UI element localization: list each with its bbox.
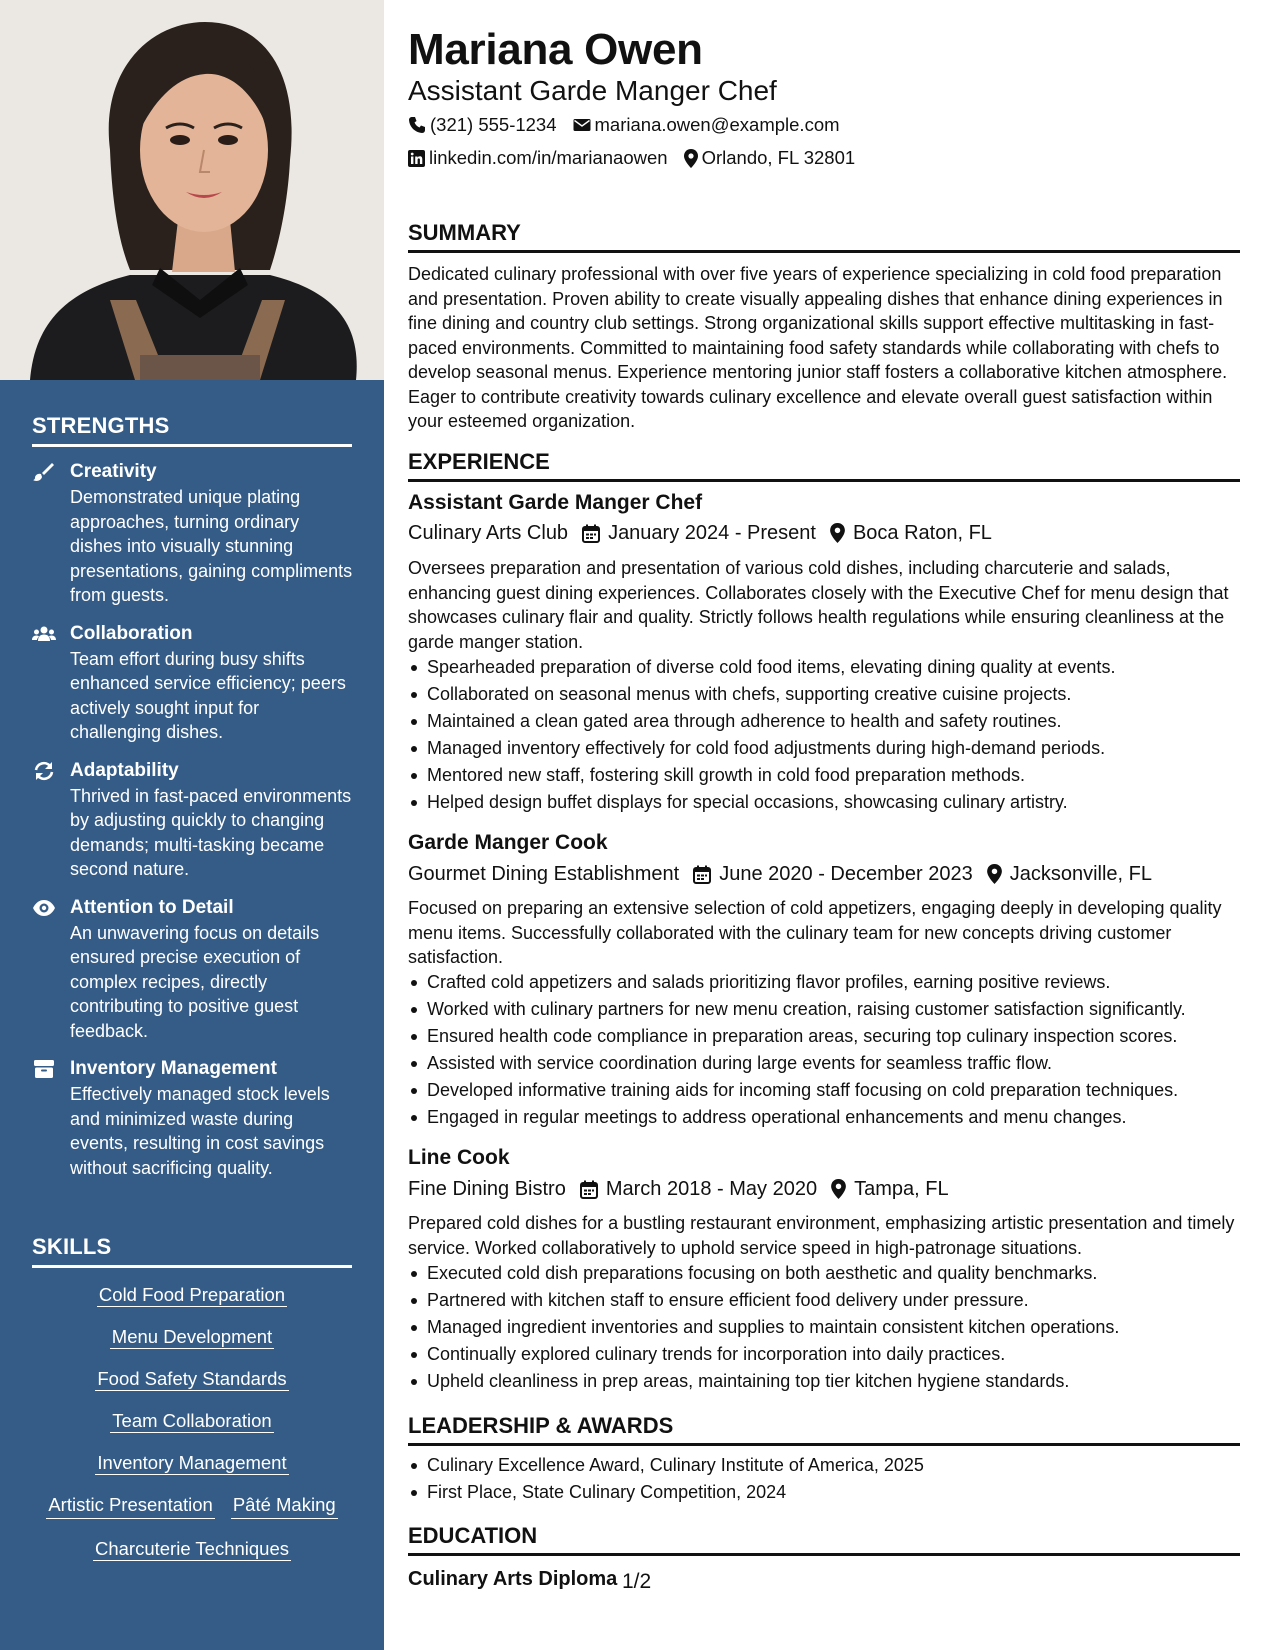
list-item: Culinary Excellence Award, Culinary Institute of America, 2025 <box>408 1452 1240 1479</box>
skill-tag: Cold Food Preparation <box>98 1284 286 1305</box>
skill-tag: Food Safety Standards <box>97 1368 287 1389</box>
phone-number: (321) 555-1234 <box>430 114 557 135</box>
skill-row <box>32 1536 352 1561</box>
list-item: Maintained a clean gated area through adherence to health and safety routines. <box>408 708 1240 735</box>
map-pin-icon <box>987 864 1002 884</box>
job-bullets <box>408 969 1240 1131</box>
skill-row <box>32 1282 352 1307</box>
job-location: Jacksonville, FL <box>1009 863 1153 885</box>
strength-item <box>32 896 354 1044</box>
job-title: Assistant Garde Manger Chef <box>408 491 703 514</box>
job-bullets <box>408 654 1240 816</box>
strength-item <box>32 460 354 608</box>
map-pin-icon <box>831 1179 846 1199</box>
sync-icon <box>32 761 56 781</box>
list-item: Upheld cleanliness in prep areas, maintaining top tier kitchen hygiene standards. <box>408 1368 1240 1395</box>
education-heading: EDUCATION <box>408 1523 1240 1556</box>
job-description: Prepared cold dishes for a bustling restaurant environment, emphasizing artistic presentation and timely service. Worked collaboratively to uphold service speed in high-patronage situations. <box>408 1213 1235 1258</box>
awards-list <box>408 1452 1240 1506</box>
job-meta <box>408 861 1152 887</box>
phone-icon <box>408 116 426 134</box>
list-item: Managed inventory effectively for cold food adjustments during high-demand periods. <box>408 735 1240 762</box>
job-title: Garde Manger Cook <box>408 831 608 854</box>
job-location: Tampa, FL <box>854 1178 949 1200</box>
strengths-heading: STRENGTHS <box>32 413 352 447</box>
location-contact <box>684 146 856 170</box>
job-description: Oversees preparation and presentation of various cold dishes, including charcuterie and salads, enhancing guest dining experiences. Collaborates closely with the Executive Chef for menu design that showcases culinary flair and quality. Strictly follows health regulations while ensuring cleanliness at the garde manger station. <box>408 558 1229 652</box>
strength-title: Adaptability <box>70 759 179 781</box>
list-item: Crafted cold appetizers and salads prioritizing flavor profiles, earning positive reviews. <box>408 969 1240 996</box>
list-item: Engaged in regular meetings to address operational enhancements and menu changes. <box>408 1104 1240 1131</box>
strength-description: Team effort during busy shifts enhanced service efficiency; peers actively sought input for challenging dishes. <box>70 648 346 742</box>
job-company: Gourmet Dining Establishment <box>408 863 680 885</box>
linkedin-url: linkedin.com/in/marianaowen <box>429 147 668 168</box>
contact-row <box>408 146 871 170</box>
skill-tag: Menu Development <box>111 1326 273 1347</box>
strength-title: Creativity <box>70 461 157 482</box>
calendar-icon <box>693 865 711 884</box>
job-meta <box>408 520 992 546</box>
job-dates: March 2018 - May 2020 <box>605 1178 818 1200</box>
summary-heading: SUMMARY <box>408 220 1240 253</box>
location-text: Orlando, FL 32801 <box>701 147 856 168</box>
skill-tag: Charcuterie Techniques <box>94 1538 290 1559</box>
job-bullets <box>408 1260 1240 1395</box>
page-number: 1/2 <box>622 1570 652 1593</box>
strength-title: Collaboration <box>70 622 193 644</box>
skill-row <box>32 1450 352 1475</box>
list-item: Partnered with kitchen staff to ensure efficient food delivery under pressure. <box>408 1287 1240 1314</box>
strengths-list <box>32 460 354 1194</box>
strength-description: Effectively managed stock levels and minimized waste during events, resulting in cost savings without sacrificing quality. <box>70 1084 330 1178</box>
calendar-icon <box>580 1180 598 1199</box>
contact-row <box>408 113 856 137</box>
strength-description: An unwavering focus on details ensured precise execution of complex recipes, directly contributing to positive guest feedback. <box>70 922 320 1041</box>
job-meta <box>408 1176 949 1202</box>
list-item: Helped design buffet displays for special occasions, showcasing culinary artistry. <box>408 789 1240 816</box>
list-item: Developed informative training aids for incoming staff focusing on cold preparation techniques. <box>408 1077 1240 1104</box>
list-item: Continually explored culinary trends for incorporation into daily practices. <box>408 1341 1240 1368</box>
linkedin-contact[interactable] <box>408 146 668 170</box>
profile-photo <box>0 0 384 380</box>
candidate-name: Mariana Owen <box>408 25 703 74</box>
strength-item <box>32 622 354 745</box>
list-item: Mentored new staff, fostering skill growth in cold food preparation methods. <box>408 762 1240 789</box>
experience-heading: EXPERIENCE <box>408 449 1240 482</box>
list-item: Worked with culinary partners for new menu creation, raising customer satisfaction significantly. <box>408 996 1240 1023</box>
list-item: Managed ingredient inventories and supplies to maintain consistent kitchen operations. <box>408 1314 1240 1341</box>
list-item: Executed cold dish preparations focusing on both aesthetic and quality benchmarks. <box>408 1260 1240 1287</box>
skills-heading: SKILLS <box>32 1234 352 1268</box>
list-item: Collaborated on seasonal menus with chefs, supporting creative cuisine projects. <box>408 681 1240 708</box>
skill-tag: Team Collaboration <box>112 1410 272 1431</box>
eye-icon <box>32 898 56 918</box>
users-icon <box>32 624 56 644</box>
summary-text: Dedicated culinary professional with over five years of experience specializing in cold food preparation and presentation. Proven ability to create visually appealing dishes that enhance dining experiences in fine dining and country club settings. Strong organizational skills support effective multitasking in fast-paced environments. Committed to maintaining food safety standards while collaborating with chefs to develop seasonal menus. Experience mentoring junior staff fosters a collaborative kitchen atmosphere. Eager to contribute creativity towards culinary excellence and elevate overall guest satisfaction within your esteemed organization. <box>408 264 1228 431</box>
candidate-title: Assistant Garde Manger Chef <box>408 75 777 106</box>
strength-item <box>32 759 354 882</box>
list-item: Ensured health code compliance in preparation areas, securing top culinary inspection scores. <box>408 1023 1240 1050</box>
portrait-illustration <box>0 0 384 380</box>
education-degree: Culinary Arts Diploma <box>408 1568 618 1590</box>
list-item: Spearheaded preparation of diverse cold food items, elevating dining quality at events. <box>408 654 1240 681</box>
envelope-icon <box>573 117 591 133</box>
list-item: First Place, State Culinary Competition, 2024 <box>408 1479 1240 1506</box>
skill-tag: Pâté Making <box>231 1492 338 1519</box>
linkedin-icon <box>408 150 425 167</box>
job-location: Boca Raton, FL <box>852 522 992 544</box>
email-address: mariana.owen@example.com <box>594 114 840 135</box>
awards-heading: LEADERSHIP & AWARDS <box>408 1413 1240 1446</box>
map-pin-icon <box>684 149 698 168</box>
phone-contact[interactable] <box>408 113 557 137</box>
skill-row <box>32 1408 352 1433</box>
strength-description: Demonstrated unique plating approaches, turning ordinary dishes into visually stunning presentations, gaining compliments from guests. <box>70 487 353 605</box>
job-title: Line Cook <box>408 1146 510 1169</box>
calendar-icon <box>582 524 600 543</box>
strength-title: Inventory Management <box>70 1058 277 1079</box>
skill-row <box>32 1324 352 1349</box>
box-icon <box>32 1059 56 1079</box>
strength-item <box>32 1057 354 1180</box>
sidebar <box>0 0 384 1650</box>
strength-description: Thrived in fast-paced environments by adjusting quickly to changing demands; multi-tasking became second nature. <box>70 785 352 879</box>
job-company: Fine Dining Bistro <box>408 1178 566 1200</box>
skills-list <box>32 1282 352 1561</box>
job-dates: January 2024 - Present <box>608 522 816 544</box>
job-company: Culinary Arts Club <box>408 522 569 544</box>
job-dates: June 2020 - December 2023 <box>719 863 973 885</box>
strength-title: Attention to Detail <box>70 896 234 918</box>
email-contact[interactable] <box>573 113 840 137</box>
skill-tag: Artistic Presentation <box>46 1492 215 1519</box>
skill-tag: Inventory Management <box>97 1452 287 1473</box>
list-item: Assisted with service coordination during large events for seamless traffic flow. <box>408 1050 1240 1077</box>
paintbrush-icon <box>32 462 56 482</box>
job-description: Focused on preparing an extensive selection of cold appetizers, engaging deeply in developing quality menu items. Successfully collaborated with the culinary team for new concepts driving customer satisfaction. <box>408 898 1222 967</box>
map-pin-icon <box>830 523 845 543</box>
skill-row <box>32 1366 352 1391</box>
